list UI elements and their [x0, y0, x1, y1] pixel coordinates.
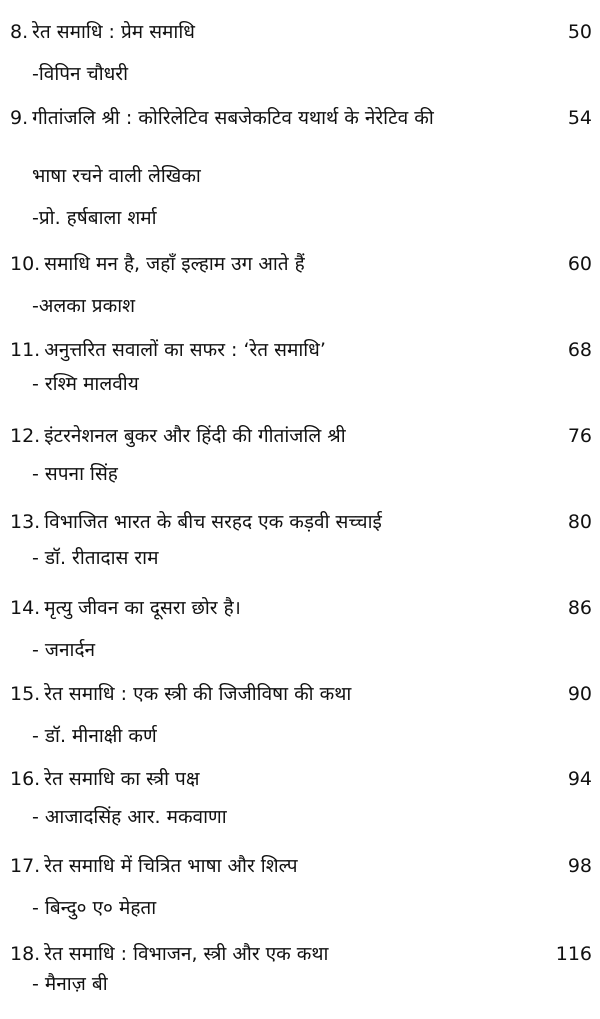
toc-entry-title: मृत्यु जीवन का दूसरा छोर है। [44, 597, 241, 619]
toc-entry-page: 80 [567, 511, 592, 533]
toc-entry-page: 86 [567, 597, 592, 619]
toc-entry-title-line [10, 104, 530, 132]
toc-entry-number: 15. [10, 683, 41, 705]
toc-entry-author: -विपिन चौधरी [32, 63, 129, 85]
toc-entry-page: 68 [567, 339, 592, 361]
toc-entry-number: 18. [10, 943, 41, 965]
toc-entry-title-line [10, 18, 530, 46]
toc-entry-title: इंटरनेशनल बुकर और हिंदी की गीतांजलि श्री [44, 425, 346, 447]
toc-entry-number: 16. [10, 768, 41, 790]
toc-entry-author: - जनार्दन [32, 639, 96, 661]
toc-entry-number: 11. [10, 339, 41, 361]
toc-entry-title-line [10, 422, 530, 450]
toc-entry-author: -अलका प्रकाश [32, 295, 136, 317]
toc-entry-number: 12. [10, 425, 41, 447]
toc-entry-title: रेत समाधि : प्रेम समाधि [32, 21, 195, 43]
toc-entry-title-line [10, 852, 530, 880]
toc-entry-number: 13. [10, 511, 41, 533]
toc-entry-author: - सपना सिंह [32, 463, 118, 485]
toc-entry-author: - डॉ. रीतादास राम [32, 547, 159, 569]
toc-entry-page: 60 [567, 253, 592, 275]
toc-entry-author: - आजादसिंह आर. मकवाणा [32, 806, 227, 828]
toc-entry-title: रेत समाधि : विभाजन, स्त्री और एक कथा [44, 943, 329, 965]
toc-entry-page: 98 [567, 855, 592, 877]
toc-entry-author: - बिन्दु० ए० मेहता [32, 897, 157, 919]
toc-entry-number: 10. [10, 253, 41, 275]
toc-entry-author: - रश्मि मालवीय [32, 373, 139, 395]
toc-entry-title: रेत समाधि का स्त्री पक्ष [44, 768, 200, 790]
toc-entry-author: - डॉ. मीनाक्षी कर्ण [32, 725, 157, 747]
toc-entry-title: अनुत्तरित सवालों का सफर : ‘रेत समाधि’ [44, 339, 326, 361]
toc-entry-page: 90 [567, 683, 592, 705]
toc-entry-title-line [10, 765, 530, 793]
toc-entry-page: 54 [567, 107, 592, 129]
toc-entry-author: -प्रो. हर्षबाला शर्मा [32, 207, 157, 229]
toc-entry-title: रेत समाधि में चित्रित भाषा और शिल्प [44, 855, 298, 877]
toc-entry-title-line [10, 594, 530, 622]
toc-entry-title-continuation: भाषा रचने वाली लेखिका [32, 165, 201, 187]
toc-entry-title: समाधि मन है, जहाँ इल्हाम उग आते हैं [44, 253, 305, 275]
toc-entry-author: - मैनाज़ बी [32, 973, 108, 995]
toc-entry-title-line [10, 508, 530, 536]
toc-entry-title: रेत समाधि : एक स्त्री की जिजीविषा की कथा [44, 683, 352, 705]
toc-entry-title-line [10, 250, 530, 278]
toc-entry-number: 8. [10, 21, 29, 43]
toc-entry-title: विभाजित भारत के बीच सरहद एक कड़वी सच्चाई [44, 511, 382, 533]
toc-entry-page: 116 [555, 943, 592, 965]
toc-entry-number: 17. [10, 855, 41, 877]
toc-entry-page: 76 [567, 425, 592, 447]
toc-entry-page: 94 [567, 768, 592, 790]
toc-entry-title-line [10, 336, 530, 364]
toc-entry-title-line [10, 940, 530, 968]
toc-entry-page: 50 [567, 21, 592, 43]
toc-entry-number: 9. [10, 107, 29, 129]
toc-entry-title-line [10, 680, 530, 708]
toc-entry-number: 14. [10, 597, 41, 619]
toc-entry-title: गीतांजलि श्री : कोरिलेटिव सबजेकटिव यथार्थ के नेरेटिव की [32, 107, 434, 129]
